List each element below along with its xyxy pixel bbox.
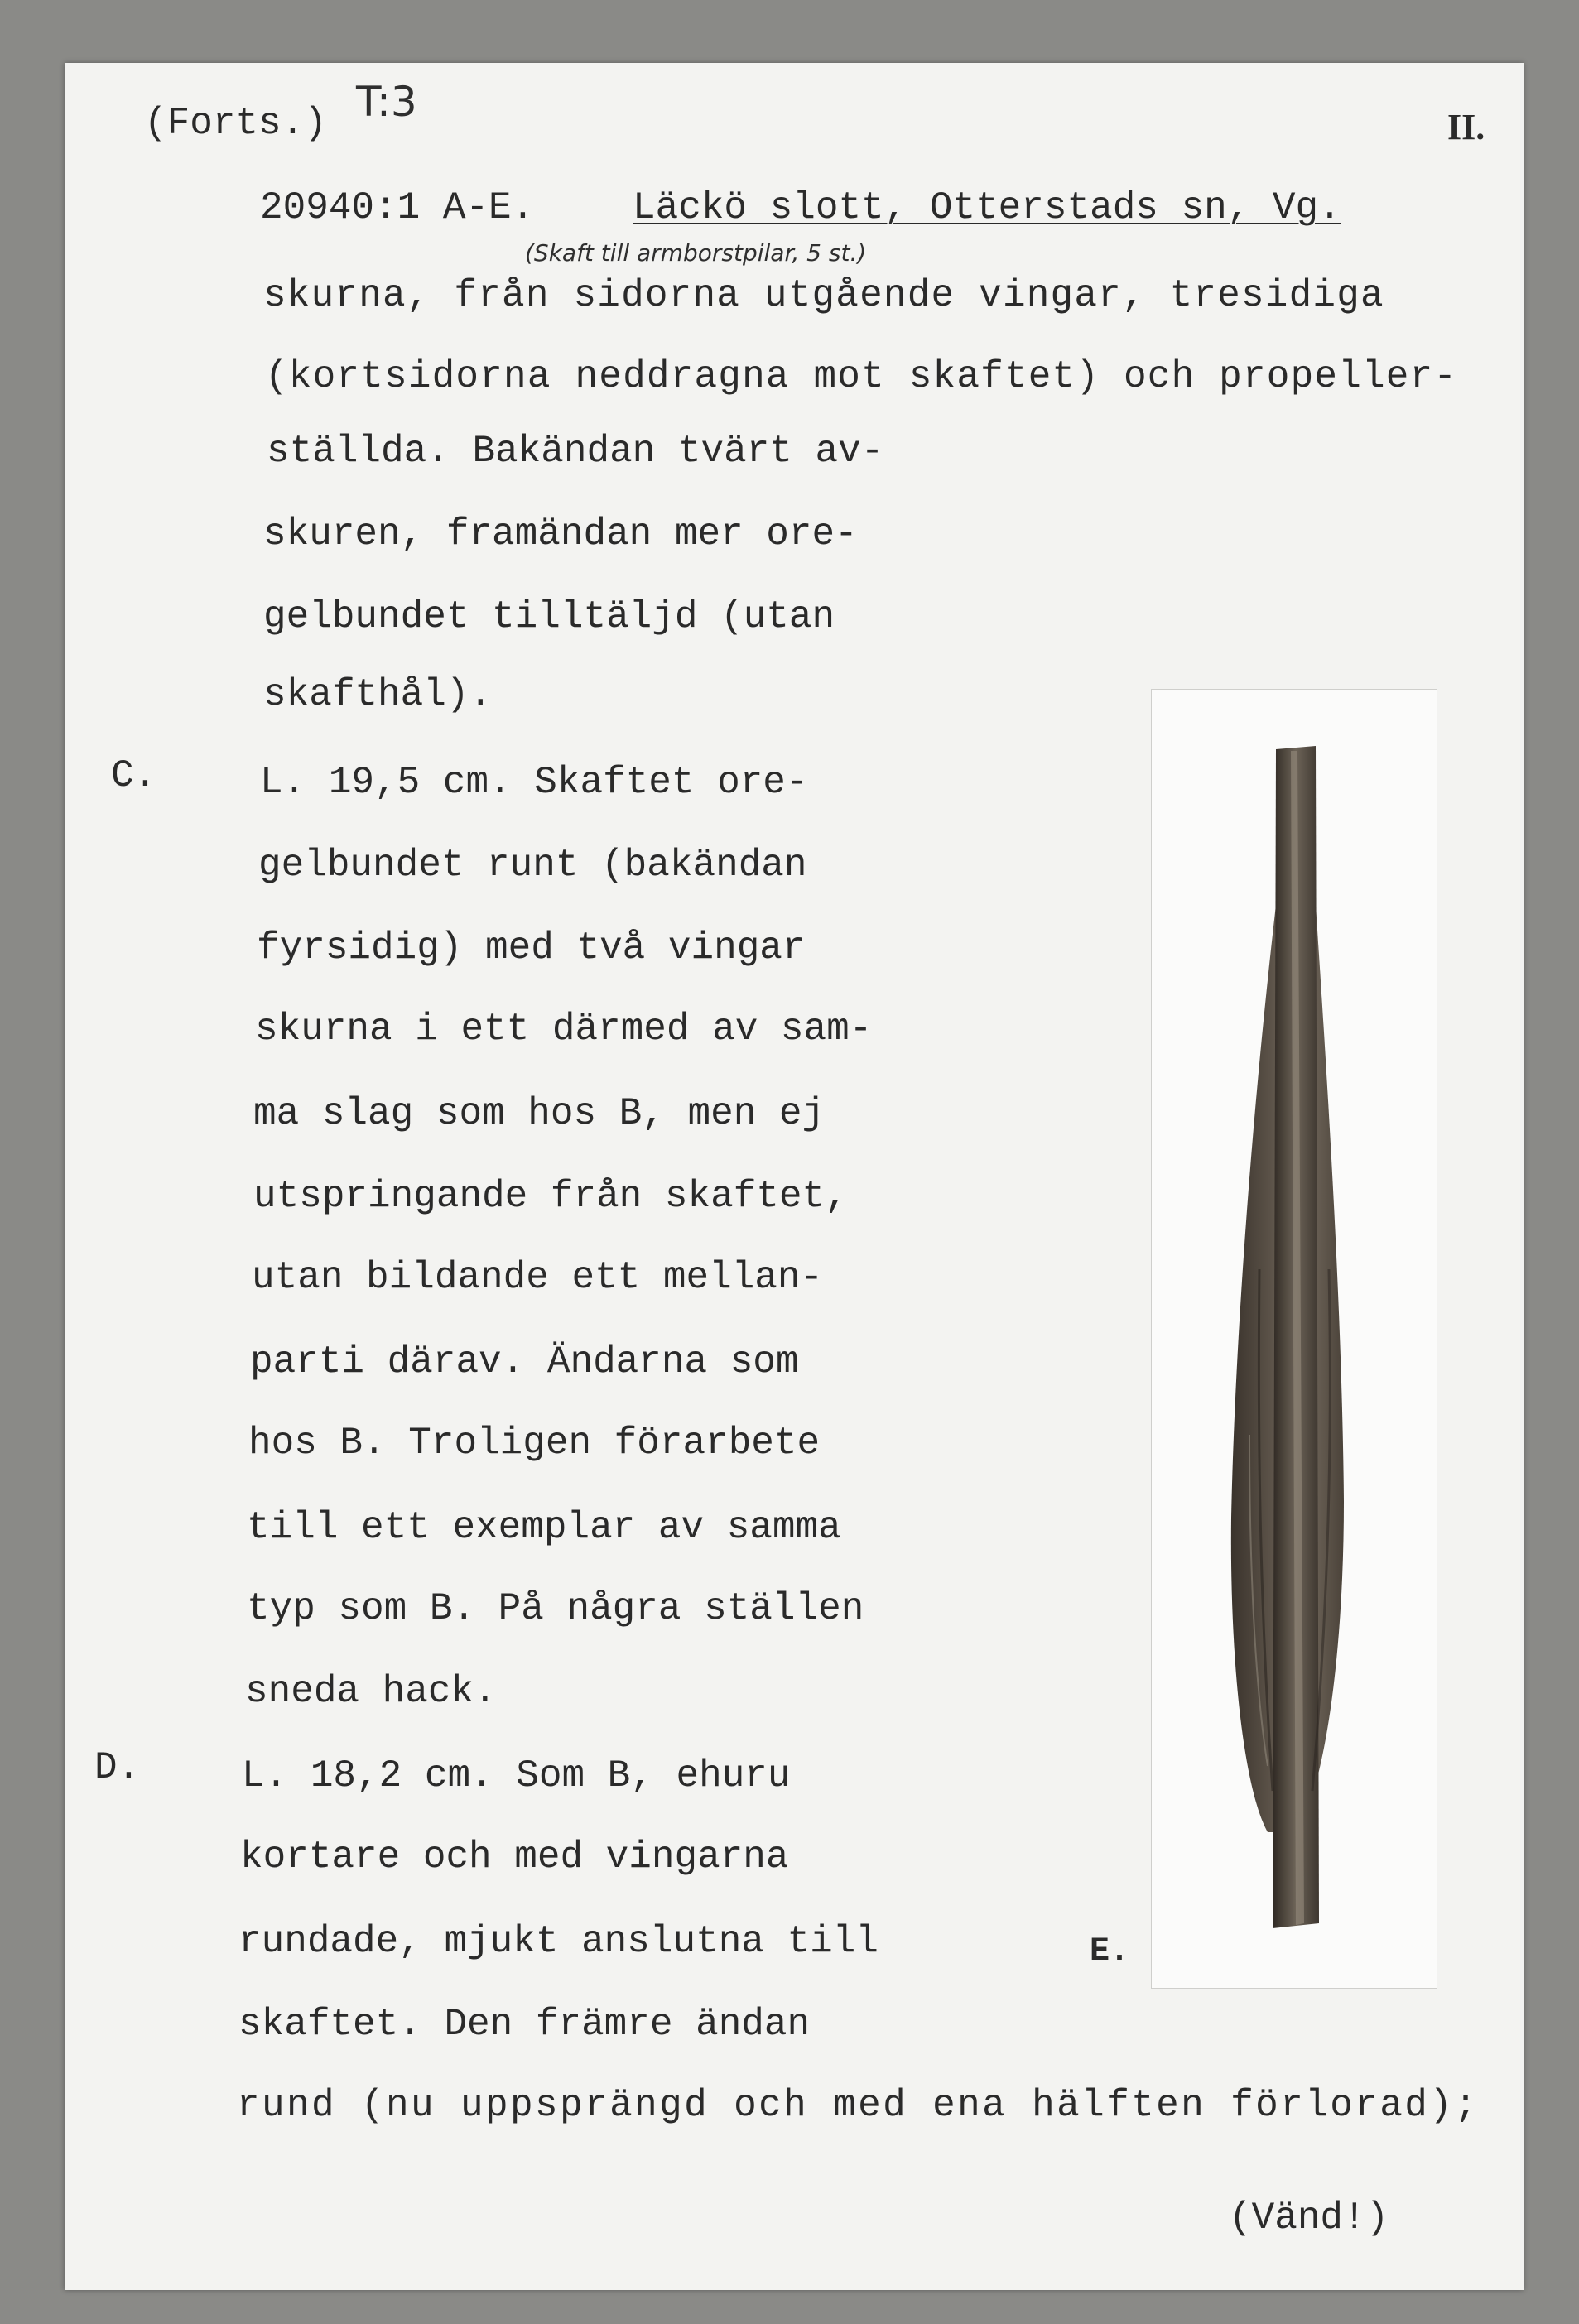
section-c-line: hos B. Troligen förarbete [248,1422,821,1465]
section-c-line: L. 19,5 cm. Skaftet ore- [260,761,809,804]
section-c-line: utan bildande ett mellan- [252,1256,824,1299]
handwritten-note: (Skaft till armborstpilar, 5 st.) [525,239,867,267]
section-c-line: typ som B. På några ställen [247,1587,864,1630]
section-d-line: L. 18,2 cm. Som B, ehuru [242,1754,791,1797]
photo-caption: E. [1090,1933,1130,1970]
section-d-line: rund (nu uppsprängd och med ena hälften förlorad); [237,2084,1480,2127]
section-c-line: skurna i ett därmed av sam- [255,1008,873,1051]
section-c-line: fyrsidig) med två vingar [257,926,806,970]
catalog-card [65,63,1524,2290]
section-d-label: D. [94,1746,141,1789]
forts-label: (Forts.) [144,102,327,145]
section-d-line: skaftet. Den främre ändan [238,2003,811,2046]
body-line: skurna, från sidorna utgående vingar, tresidiga [263,274,1384,317]
body-line: skafthål). [263,673,493,716]
catalog-mark: T:3 [356,78,417,126]
section-c-line: utspringande från skaftet, [253,1175,848,1218]
section-c-line: ma slag som hos B, men ej [253,1092,826,1135]
section-c-line: sneda hack. [245,1670,497,1713]
arrow-shaft-image [1152,690,1437,1988]
card-number: II. [1447,107,1485,147]
section-d-line: rundade, mjukt anslutna till [238,1920,879,1963]
footer-turn-label: (Vänd!) [1229,2196,1389,2240]
artifact-photo [1151,689,1437,1989]
entry-place: Läckö slott, Otterstads sn, Vg. [633,186,1341,229]
body-line: ställda. Bakändan tvärt av- [267,430,884,473]
body-line: (kortsidorna neddragna mot skaftet) och propeller- [265,355,1458,398]
body-line: gelbundet tilltäljd (utan [263,595,835,638]
body-line: skuren, framändan mer ore- [263,512,858,556]
entry-number: 20940:1 A-E. [260,186,535,229]
section-c-line: parti därav. Ändarna som [250,1340,799,1383]
section-c-label: C. [111,754,157,797]
section-d-line: kortare och med vingarna [240,1836,789,1879]
section-c-line: gelbundet runt (bakändan [258,844,807,887]
section-c-line: till ett exemplar av samma [247,1506,841,1549]
